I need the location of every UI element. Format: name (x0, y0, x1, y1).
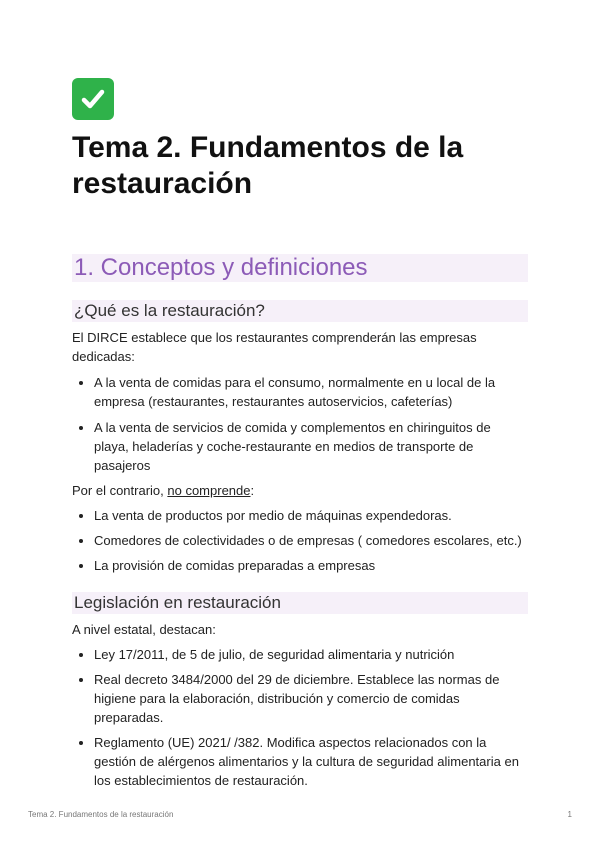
list-item: Ley 17/2011, de 5 de julio, de seguridad alimentaria y nutrición (72, 645, 528, 664)
list-item: Real decreto 3484/2000 del 29 de diciembre. Establece las normas de higiene para la elaboración, distribución y comercio de comidas preparadas. (72, 670, 528, 727)
legislation-list (72, 645, 528, 790)
list-item: A la venta de comidas para el consumo, normalmente en u local de la empresa (restaurantes, restaurantes autoservicios, cafeterías) (72, 373, 528, 411)
list-item: La venta de productos por medio de máquinas expendedoras. (72, 506, 528, 525)
excludes-list (72, 506, 528, 575)
section-heading: 1. Conceptos y definiciones (72, 254, 528, 282)
subsection-heading-restauracion: ¿Qué es la restauración? (72, 300, 528, 322)
subsection-heading-legislacion: Legislación en restauración (72, 592, 528, 614)
page-number: 1 (567, 810, 572, 819)
page-content (72, 78, 528, 790)
legislation-intro: A nivel estatal, destacan: (72, 622, 216, 637)
list-item: La provisión de comidas preparadas a empresas (72, 556, 528, 575)
includes-list (72, 373, 528, 475)
list-item: Comedores de colectividades o de empresas ( comedores escolares, etc.) (72, 531, 528, 550)
footer-title: Tema 2. Fundamentos de la restauración (28, 810, 174, 819)
contrary-suffix: : (250, 483, 255, 498)
intro-paragraph: El DIRCE establece que los restaurantes comprenderán las empresas dedicadas: (72, 330, 477, 364)
contrary-prefix: Por el contrario, (72, 483, 168, 498)
check-mark-icon (72, 78, 114, 120)
list-item: Reglamento (UE) 2021/ /382. Modifica aspectos relacionados con la gestión de alérgenos alimentarios y la cultura de seguridad alimentaria en los establecimientos de restauración. (72, 733, 528, 790)
no-comprende-underlined: no comprende (167, 483, 251, 498)
contrary-paragraph (72, 481, 528, 500)
list-item: A la venta de servicios de comida y complementos en chiringuitos de playa, heladerías y coche-restaurante en medios de transporte de pasajeros (72, 418, 528, 475)
page-title: Tema 2. Fundamentos de la restauración (72, 131, 464, 200)
